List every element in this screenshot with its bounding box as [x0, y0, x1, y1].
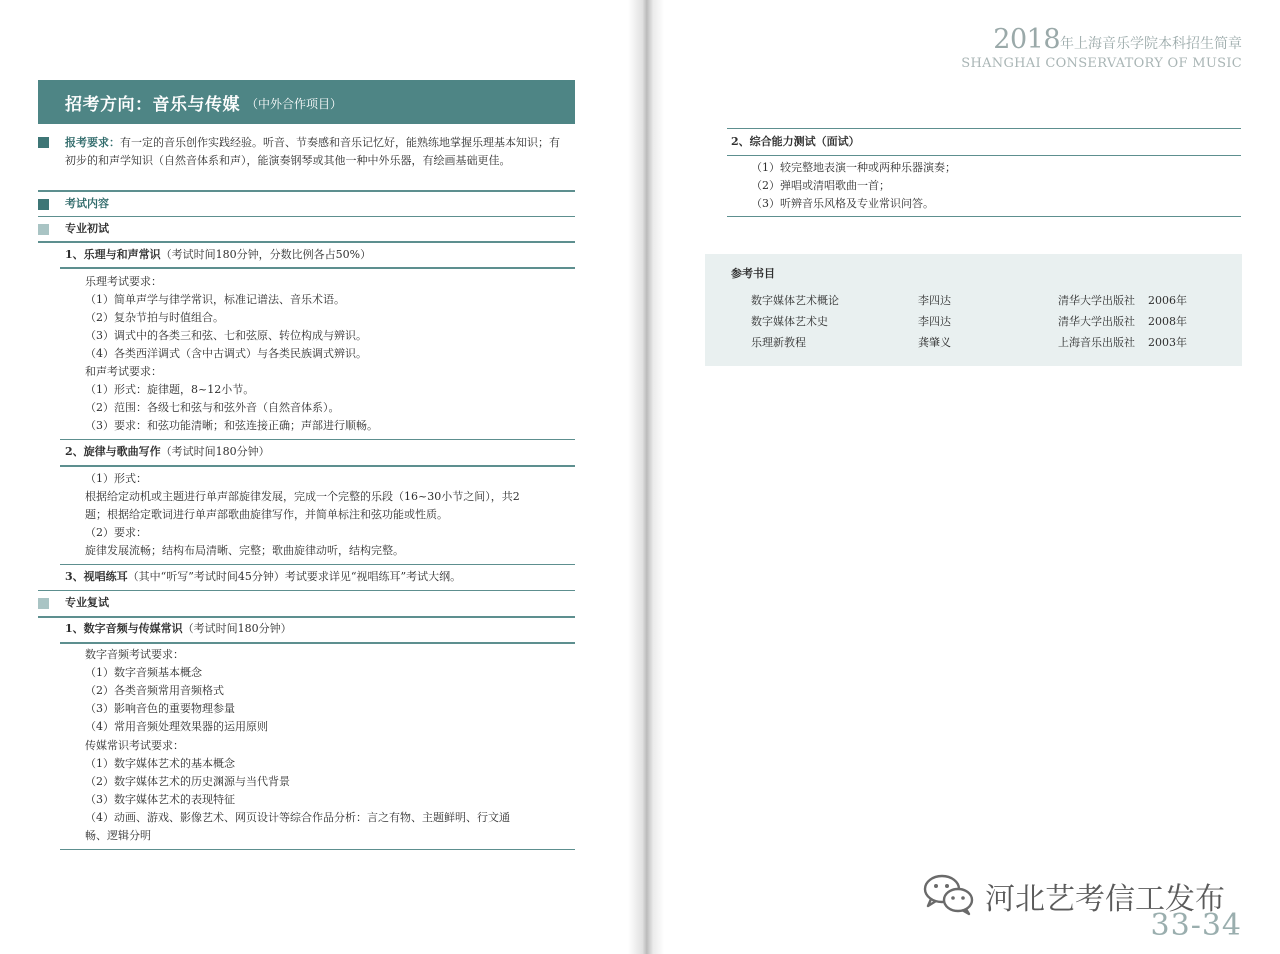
requirement-label: 报考要求：: [65, 136, 120, 149]
prelim-heading: 专业初试: [65, 222, 109, 235]
list-item: 数字音频考试要求：: [85, 648, 184, 661]
list-item: （1）较完整地表演一种或两种乐器演奏；: [751, 161, 956, 174]
divider: [60, 439, 575, 440]
retest-s1-note: （考试时间180分钟）: [182, 622, 292, 635]
retest-s1-title: 1、数字音频与传媒常识: [65, 622, 183, 635]
list-item: 题；根据给定歌词进行单声部歌曲旋律写作，并简单标注和弦功能或性质。: [85, 508, 448, 521]
list-item: 传媒常识考试要求：: [85, 739, 184, 752]
brochure-header: [993, 24, 1242, 55]
reference-title: 参考书目: [731, 267, 775, 280]
ref-book: 数字媒体艺术史: [751, 315, 828, 328]
major-banner: [38, 80, 575, 124]
reference-box: [705, 254, 1242, 366]
ref-book: 乐理新教程: [751, 336, 806, 349]
header-year: 2018: [993, 24, 1060, 55]
list-item: （1）形式：旋律题，8~12小节。: [85, 383, 255, 396]
prelim-s2-heading: [65, 443, 270, 461]
ref-publisher: 清华大学出版社: [1058, 294, 1135, 307]
header-title: 年上海音乐学院本科招生简章: [1060, 36, 1242, 52]
divider: [38, 190, 575, 192]
divider: [38, 241, 575, 243]
list-item: （4）各类西洋调式（含中古调式）与各类民族调式辨识。: [85, 347, 367, 360]
major-title: 招考方向：音乐与传媒: [65, 94, 240, 115]
list-item: （3）调式中的各类三和弦、七和弦原、转位构成与辨识。: [85, 329, 367, 342]
header-subtitle-en: SHANGHAI CONSERVATORY OF MUSIC: [961, 56, 1242, 71]
major-subtitle: （中外合作项目）: [246, 97, 343, 111]
list-item: （2）范围：各级七和弦与和弦外音（自然音体系）。: [85, 401, 340, 414]
ref-year: 2003年: [1148, 336, 1187, 349]
ref-author: 龚肇义: [918, 336, 951, 349]
ref-publisher: 上海音乐出版社: [1058, 336, 1135, 349]
retest-s1-heading: [65, 620, 292, 638]
divider: [38, 590, 575, 591]
divider: [38, 616, 575, 618]
list-item: （1）数字媒体艺术的基本概念: [85, 757, 235, 770]
list-item: 乐理考试要求：: [85, 275, 162, 288]
divider: [60, 267, 575, 269]
list-item: 畅、逻辑分明: [85, 829, 151, 842]
requirement-text: 有一定的音乐创作实践经验。听音、节奏感和音乐记忆好，能熟练地掌握乐理基本知识；有初步的和声学知识（自然音体系和声），能演奏钢琴或其他一种中外乐器，有绘画基础更佳。: [65, 136, 560, 167]
exam-content-square-icon: [38, 199, 49, 210]
watermark-text: 河北艺考信工发布: [985, 882, 1225, 917]
list-item: （2）弹唱或清唱歌曲一首；: [751, 179, 890, 192]
list-item: 根据给定动机或主题进行单声部旋律发展，完成一个完整的乐段（16~30小节之间），共2: [85, 490, 520, 503]
prelim-s3-note: （其中“听写”考试时间45分钟）考试要求详见“视唱练耳”考试大纲。: [127, 570, 462, 583]
list-item: （3）听辨音乐风格及专业常识问答。: [751, 197, 934, 210]
list-item: （1）形式：: [85, 472, 147, 485]
ref-year: 2006年: [1148, 294, 1187, 307]
page-numbers: 33-34: [1150, 908, 1242, 943]
list-item: （4）动画、游戏、影像艺术、网页设计等综合作品分析：言之有物、主题鲜明、行文通: [85, 811, 510, 824]
list-item: （4）常用音频处理效果器的运用原则: [85, 720, 268, 733]
retest-heading: 专业复试: [65, 596, 109, 609]
prelim-s3-title: 3、视唱练耳: [65, 570, 128, 583]
wechat-icon: [921, 872, 977, 920]
list-item: （2）数字媒体艺术的历史渊源与当代背景: [85, 775, 290, 788]
list-item: （2）要求：: [85, 526, 147, 539]
divider: [60, 849, 575, 850]
requirement-square-icon: [38, 137, 49, 148]
ref-author: 李四达: [918, 294, 951, 307]
list-item: （3）要求：和弦功能清晰；和弦连接正确；声部进行顺畅。: [85, 419, 378, 432]
list-item: （1）数字音频基本概念: [85, 666, 202, 679]
list-item: （2）复杂节拍与时值组合。: [85, 311, 224, 324]
prelim-s1-title: 1、乐理与和声常识: [65, 248, 161, 261]
ref-publisher: 清华大学出版社: [1058, 315, 1135, 328]
prelim-s2-note: （考试时间180分钟）: [160, 445, 270, 458]
prelim-s1-heading: [65, 246, 371, 264]
prelim-s3-heading: [65, 568, 461, 586]
ref-author: 李四达: [918, 315, 951, 328]
divider: [727, 155, 1241, 156]
list-item: 旋律发展流畅；结构布局清晰、完整；歌曲旋律动听，结构完整。: [85, 544, 404, 557]
divider: [727, 128, 1241, 129]
divider: [727, 216, 1241, 217]
list-item: （3）数字媒体艺术的表现特征: [85, 793, 235, 806]
list-item: （2）各类音频常用音频格式: [85, 684, 224, 697]
ref-year: 2008年: [1148, 315, 1187, 328]
divider: [60, 564, 575, 565]
requirement-paragraph: [65, 134, 565, 170]
ref-book: 数字媒体艺术概论: [751, 294, 839, 307]
exam-content-heading: 考试内容: [65, 197, 109, 210]
list-item: （3）影响音色的重要物理参量: [85, 702, 235, 715]
retest-s2-heading: 2、综合能力测试（面试）: [731, 135, 860, 148]
prelim-s1-note: （考试时间180分钟，分数比例各占50%）: [160, 248, 372, 261]
divider: [60, 642, 575, 644]
divider: [38, 216, 575, 217]
divider: [60, 465, 575, 467]
list-item: （1）简单声学与律学常识，标准记谱法、音乐术语。: [85, 293, 345, 306]
retest-square-icon: [38, 598, 49, 609]
book-gutter: [628, 0, 664, 954]
prelim-square-icon: [38, 224, 49, 235]
list-item: 和声考试要求：: [85, 365, 162, 378]
prelim-s2-title: 2、旋律与歌曲写作: [65, 445, 161, 458]
